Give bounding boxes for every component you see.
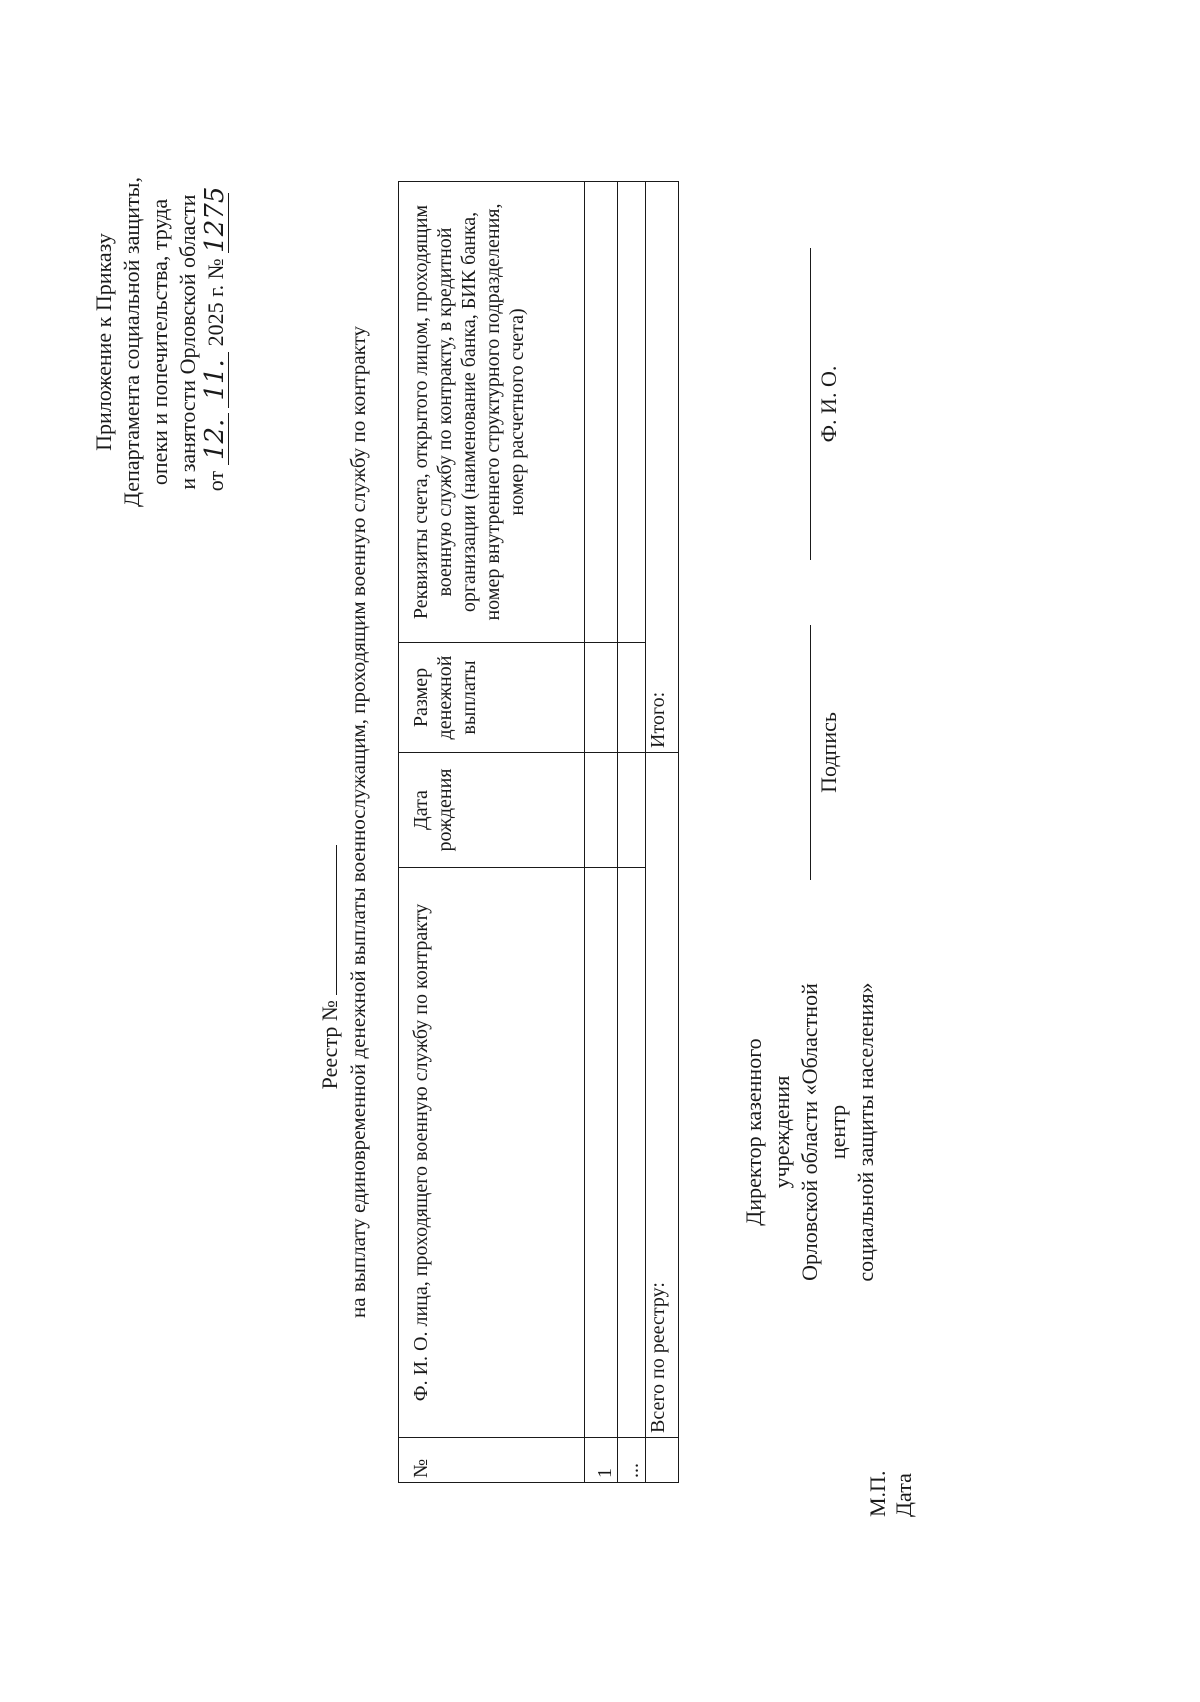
handwritten-order-number: 1275 — [200, 186, 230, 253]
total-label: Итого: — [646, 182, 679, 753]
name-line — [810, 248, 811, 560]
appendix-line-1: Приложение к Приказу — [91, 233, 116, 451]
registry-table — [398, 181, 679, 1483]
director-line-2: Орловской области «Областной центр — [797, 983, 850, 1281]
header-birth-date: Дата рождения — [399, 753, 585, 868]
register-subtitle: на выплату единовременной денежной выплаты военнослужащим, проходящим военную службу по контракту — [346, 326, 370, 1318]
appendix-line-3: опеки и попечительства, труда — [147, 198, 172, 486]
name-label: Ф. И. О. — [816, 365, 841, 443]
stamp-label: М.П. — [865, 1470, 890, 1517]
row-birth-cell — [618, 753, 646, 868]
row-requisites-cell — [585, 182, 618, 643]
appendix-header — [90, 132, 230, 552]
register-number-blank — [318, 845, 337, 995]
table-row — [585, 182, 618, 1483]
register-title-text: Реестр № — [317, 1000, 342, 1090]
row-amount-cell — [618, 643, 646, 753]
appendix-line-2: Департамента социальной защиты, — [119, 177, 144, 507]
row-requisites-cell — [618, 182, 646, 643]
director-signature-block — [740, 982, 880, 1282]
handwritten-month: 11. — [202, 352, 229, 408]
appendix-line-4: и занятости Орловской области — [175, 194, 200, 490]
director-line-1: Директор казенного учреждения — [741, 1038, 794, 1226]
date-prefix: от — [203, 470, 228, 492]
header-requisites: Реквизиты счета, открытого лицом, проходящим военную службу по контракту, в кредитной организации (наименование банка, БИК банка, номер внутреннего структурного подразделения, номер расчетного счета) — [399, 182, 585, 643]
signature-line — [810, 625, 811, 880]
row-number: 1 — [585, 1438, 618, 1483]
table-header-row — [399, 182, 585, 1483]
date-label: Дата — [891, 1473, 916, 1517]
signature-label: Подпись — [816, 712, 841, 793]
header-amount: Размер денежной выплаты — [399, 643, 585, 753]
total-number-cell — [646, 1438, 679, 1483]
handwritten-day: 12. — [202, 413, 229, 465]
stamp-and-date — [865, 1471, 917, 1517]
date-year-label: 2025 г. № — [203, 258, 228, 347]
register-title — [317, 232, 343, 1702]
row-amount-cell — [585, 643, 618, 753]
director-line-3: социальной защиты населения» — [853, 982, 878, 1282]
header-fio: Ф. И. О. лица, проходящего военную службу по контракту — [399, 868, 585, 1438]
table-total-row — [646, 182, 679, 1483]
row-birth-cell — [585, 753, 618, 868]
row-fio-cell — [585, 868, 618, 1438]
appendix-date-line — [202, 132, 230, 552]
header-number: № — [399, 1438, 585, 1483]
row-fio-cell — [618, 868, 646, 1438]
table-row — [618, 182, 646, 1483]
row-number: ... — [618, 1438, 646, 1483]
total-registry-label: Всего по реестру: — [646, 753, 679, 1438]
